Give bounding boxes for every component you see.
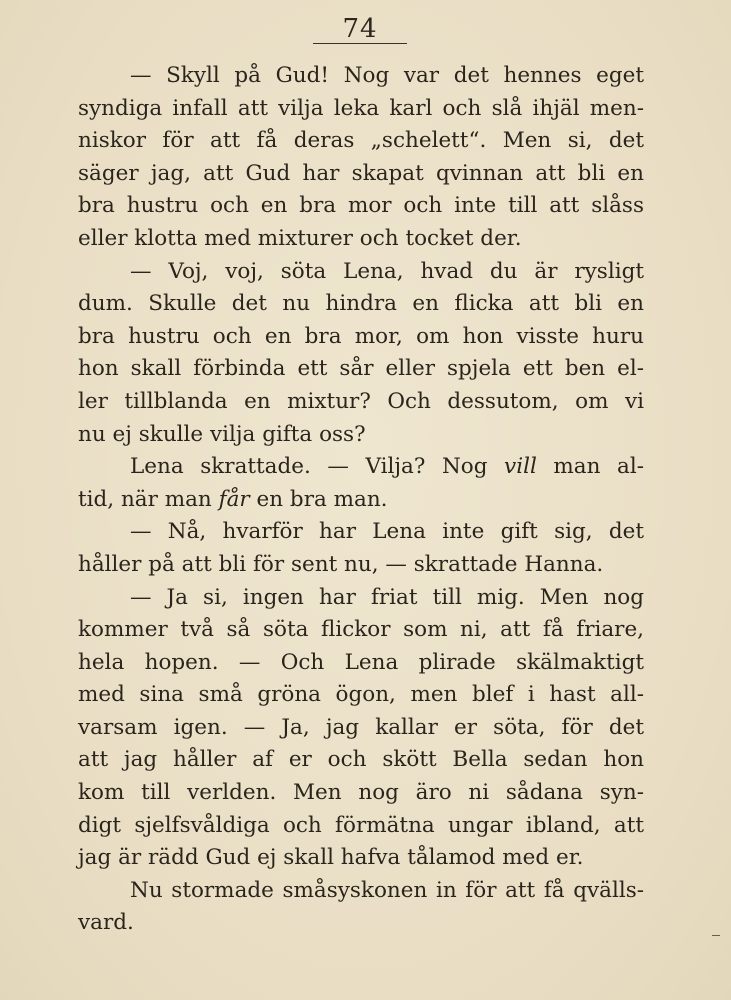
text-run: man al-: [553, 454, 644, 480]
text-run: tid, när man: [78, 486, 212, 512]
text-line: — Voj, voj, söta Lena, hvad du är rysligt: [130, 258, 644, 284]
text-line: varsam igen. — Ja, jag kallar er söta, för det: [78, 714, 644, 740]
text-line: kom till verlden. Men nog äro ni sådana syn-: [78, 780, 644, 806]
text-line: syndiga infall att vilja leka karl och slå ihjäl men-: [78, 95, 644, 121]
text-line: ler tillblanda en mixtur? Och dessutom, om vi: [78, 388, 644, 414]
page-number: 74: [342, 14, 378, 44]
text-line: hela hopen. — Och Lena plirade skälmaktigt: [78, 649, 644, 675]
text-line: bra hustru och en bra mor, om hon visste huru: [78, 323, 644, 349]
body-text: [78, 60, 644, 940]
text-line: — Skyll på Gud! Nog var det hennes eget: [130, 63, 644, 88]
text-line: säger jag, att Gud har skapat qvinnan att bli en: [78, 160, 644, 186]
text-line: att jag håller af er och skött Bella sedan hon: [78, 747, 644, 773]
text-line: bra hustru och en bra mor och inte till att slåss: [78, 193, 644, 219]
text-line: kommer två så söta flickor som ni, att få friare,: [78, 617, 644, 643]
text-line: eller klotta med mixturer och tocket der.: [78, 225, 522, 251]
text-line: hon skall förbinda ett sår eller spjela ett ben el-: [78, 356, 644, 382]
text-line-mixed: [78, 451, 644, 484]
margin-mark: [712, 935, 720, 936]
text-line: Nu stormade småsyskonen in för att få qvälls-: [130, 877, 644, 903]
text-line: håller på att bli för sent nu, — skrattade Hanna.: [78, 551, 604, 577]
text-line: digt sjelfsvåldiga och förmätna ungar ibland, att: [78, 812, 644, 838]
text-line: med sina små gröna ögon, men blef i hast all-: [78, 682, 644, 708]
text-line: vard.: [78, 910, 134, 936]
text-line: dum. Skulle det nu hindra en flicka att bli en: [78, 291, 644, 317]
text-run: Lena skrattade. — Vilja? Nog: [130, 454, 488, 480]
text-line: — Nå, hvarför har Lena inte gift sig, det: [130, 519, 644, 545]
page-number-rule: [313, 43, 407, 44]
text-line: niskor för att få deras „schelett“. Men si, det: [78, 128, 644, 154]
text-run: en bra man.: [256, 486, 388, 512]
italic-word: vill: [504, 454, 537, 480]
text-line: nu ej skulle vilja gifta oss?: [78, 421, 366, 447]
text-line: jag är rädd Gud ej skall hafva tålamod med er.: [78, 845, 584, 871]
text-line: — Ja si, ingen har friat till mig. Men nog: [130, 584, 644, 610]
italic-word: får: [218, 486, 250, 512]
text-line-mixed: [78, 484, 644, 517]
